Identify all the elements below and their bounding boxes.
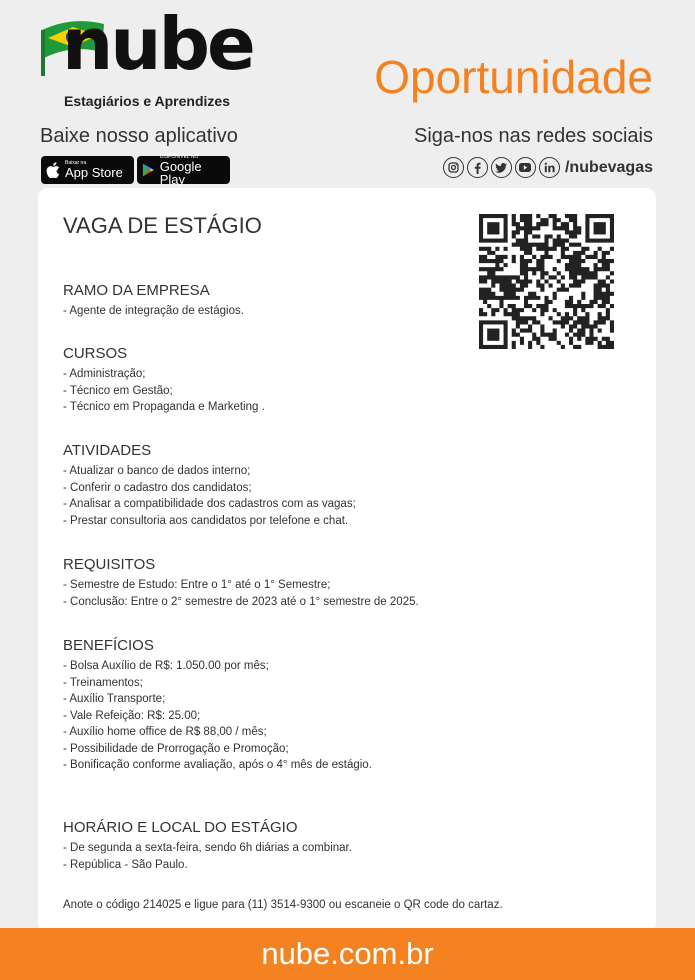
section-ramo [63, 282, 603, 320]
app-store-big-text: App Store [65, 165, 123, 180]
section-heading: CURSOS [63, 345, 128, 362]
section-requisitos [63, 556, 603, 610]
linkedin-icon[interactable] [539, 157, 560, 178]
list-item: - Bonificação conforme avaliação, após o 4° mês de estágio. [63, 759, 372, 771]
website-link[interactable]: nube.com.br [261, 936, 434, 971]
list-item: - Auxílio home office de R$ 88,00 / mês; [63, 726, 267, 738]
twitter-icon[interactable] [491, 157, 512, 178]
list-item: - De segunda a sexta-feira, sendo 6h diárias a combinar. [63, 842, 352, 854]
list-item: - Atualizar o banco de dados interno; [63, 465, 251, 477]
section-heading: REQUISITOS [63, 556, 156, 573]
app-store-badge[interactable] [41, 156, 134, 184]
app-download-label: Baixe nosso aplicativo [40, 125, 238, 147]
bottom-bar [0, 928, 695, 980]
section-heading: HORÁRIO E LOCAL DO ESTÁGIO [63, 819, 298, 836]
section-atividades [63, 442, 603, 529]
logo-tagline: Estagiários e Aprendizes [64, 93, 230, 109]
list-item: - Administração; [63, 368, 146, 380]
list-item: - Bolsa Auxílio de R$: 1.050.00 por mês; [63, 660, 269, 672]
apple-icon [46, 162, 60, 178]
logo-wordmark: nube [62, 2, 253, 86]
section-horario [63, 819, 603, 873]
google-play-big-text: Google Play [159, 158, 202, 187]
list-item: - Técnico em Propaganda e Marketing . [63, 401, 265, 413]
social-label: Siga-nos nas redes sociais [413, 125, 653, 147]
list-item: - Treinamentos; [63, 676, 143, 689]
app-store-small-text: Baixar na [65, 160, 87, 166]
list-item: - Técnico em Gestão; [63, 384, 173, 397]
list-item: - Semestre de Estudo: Entre o 1° até o 1° Semestre; [63, 579, 331, 591]
section-cursos [63, 345, 603, 416]
section-heading: ATIVIDADES [63, 442, 152, 459]
list-item: - Agente de integração de estágios. [63, 305, 244, 317]
job-card [38, 188, 656, 933]
section-heading: RAMO DA EMPRESA [63, 282, 210, 299]
list-item: - Conclusão: Entre o 2° semestre de 2023 até o 1° semestre de 2025. [63, 595, 419, 608]
headline: Oportunidade [374, 51, 653, 103]
contact-note: Anote o código 214025 e ligue para (11) 3514-9300 ou escaneie o QR code do cartaz. [63, 899, 503, 911]
facebook-icon[interactable] [467, 157, 488, 178]
list-item: - Possibilidade de Prorrogação e Promoção; [63, 742, 289, 755]
list-item: - Vale Refeição: R$: 25.00; [63, 709, 201, 722]
youtube-icon[interactable] [515, 157, 536, 178]
google-play-icon [142, 162, 155, 178]
list-item: - República - São Paulo. [63, 858, 188, 871]
social-row [443, 157, 653, 178]
list-item: - Conferir o cadastro dos candidatos; [63, 481, 252, 494]
list-item: - Prestar consultoria aos candidatos por telefone e chat. [63, 514, 349, 527]
google-play-badge[interactable] [137, 153, 230, 187]
social-handle[interactable]: /nubevagas [564, 158, 653, 176]
job-title: VAGA DE ESTÁGIO [63, 213, 262, 238]
section-beneficios [63, 637, 603, 774]
list-item: - Auxílio Transporte; [63, 693, 166, 705]
section-heading: BENEFÍCIOS [63, 637, 154, 654]
google-play-small-text: DISPONÍVEL NO [159, 153, 199, 160]
instagram-icon[interactable] [443, 157, 464, 178]
list-item: - Analisar a compatibilidade dos cadastros com as vagas; [63, 498, 356, 510]
nube-logo [38, 2, 268, 114]
